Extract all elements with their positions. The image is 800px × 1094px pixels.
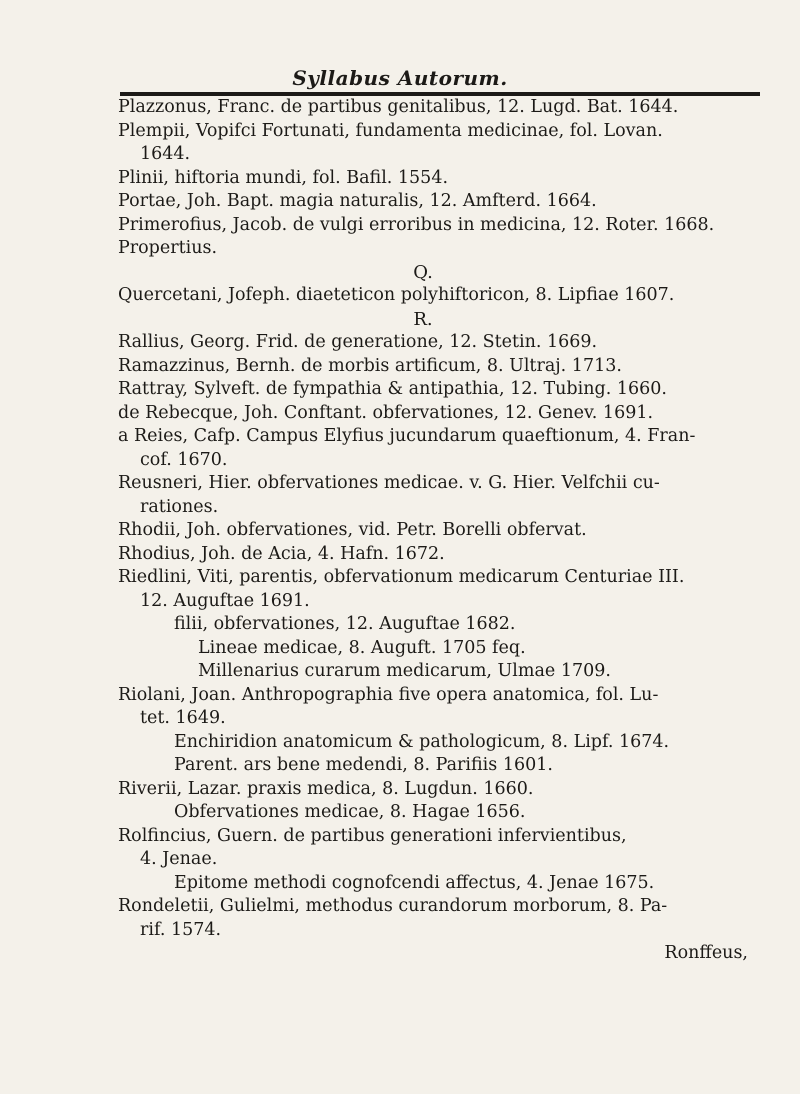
bibliography-line: rationes. xyxy=(140,496,219,517)
bibliography-line: Plempii, Vopifci Fortunati, fundamenta medicinae, fol. Lovan. xyxy=(118,120,663,141)
bibliography-line: Riverii, Lazar. praxis medica, 8. Lugdun. 1660. xyxy=(118,778,534,799)
bibliography-line: Rondeletii, Gulielmi, methodus curandorum morborum, 8. Pa- xyxy=(118,896,668,916)
bibliography-line: cof. 1670. xyxy=(140,449,228,470)
bibliography-line: Obfervationes medicae, 8. Hagae 1656. xyxy=(174,802,526,822)
bibliography-line: Rhodius, Joh. de Acia, 4. Hafn. 1672. xyxy=(118,543,445,564)
bibliography-line: Lineae medicae, 8. Auguft. 1705 feq. xyxy=(198,637,526,658)
section-letter: R. xyxy=(413,308,433,330)
bibliography-line: Quercetani, Jofeph. diaeteticon polyhiftoricon, 8. Lipfiae 1607. xyxy=(118,285,675,305)
bibliography-line: Millenarius curarum medicarum, Ulmae 1709. xyxy=(198,661,611,681)
bibliography-line: Riolani, Joan. Anthropographia five opera anatomica, fol. Lu- xyxy=(118,684,659,705)
bibliography-line: Ramazzinus, Bernh. de morbis artificum, 8. Ultraj. 1713. xyxy=(118,355,622,376)
bibliography-line: Parent. ars bene medendi, 8. Parifiis 1601. xyxy=(174,755,553,775)
bibliography-line: Portae, Joh. Bapt. magia naturalis, 12. Amfterd. 1664. xyxy=(118,191,597,211)
bibliography-line: a Reies, Cafp. Campus Elyfius jucundarum quaeftionum, 4. Fran- xyxy=(118,426,696,446)
bibliography-line: de Rebecque, Joh. Conftant. obfervationes, 12. Genev. 1691. xyxy=(118,402,654,423)
bibliography-line: rif. 1574. xyxy=(140,919,222,940)
bibliography-line: Rattray, Sylveft. de fympathia & antipathia, 12. Tubing. 1660. xyxy=(118,379,667,399)
bibliography-line: Reusneri, Hier. obfervationes medicae. v. G. Hier. Velfchii cu- xyxy=(118,473,660,493)
bibliography-line: 12. Auguftae 1691. xyxy=(140,590,310,611)
bibliography-line: Rolfincius, Guern. de partibus generationi infervientibus, xyxy=(118,825,627,846)
bibliography-line: Rhodii, Joh. obfervationes, vid. Petr. Borelli obfervat. xyxy=(118,520,587,540)
bibliography-line: Primerofius, Jacob. de vulgi erroribus in medicina, 12. Roter. 1668. xyxy=(118,214,715,235)
catchword: Ronffeus, xyxy=(664,943,748,963)
bibliography-line: tet. 1649. xyxy=(140,708,226,728)
bibliography-line: Propertius. xyxy=(118,238,218,258)
running-head: Syllabus Autorum. xyxy=(292,66,508,90)
bibliography-list xyxy=(118,96,768,966)
bibliography-line: Plazzonus, Franc. de partibus genitalibus, 12. Lugd. Bat. 1644. xyxy=(118,97,679,117)
section-letter: Q. xyxy=(413,261,433,283)
bibliography-line: Plinii, hiftoria mundi, fol. Bafil. 1554. xyxy=(118,167,449,188)
bibliography-line: filii, obfervationes, 12. Auguftae 1682. xyxy=(174,614,516,634)
bibliography-line: 4. Jenae. xyxy=(140,849,218,869)
bibliography-line: Enchiridion anatomicum & pathologicum, 8. Lipf. 1674. xyxy=(174,731,670,752)
bibliography-line: Epitome methodi cognofcendi affectus, 4. Jenae 1675. xyxy=(174,872,655,893)
bibliography-line: 1644. xyxy=(140,144,191,164)
bibliography-line: Rallius, Georg. Frid. de generatione, 12. Stetin. 1669. xyxy=(118,332,598,352)
bibliography-line: Riedlini, Viti, parentis, obfervationum medicarum Centuriae III. xyxy=(118,567,685,587)
